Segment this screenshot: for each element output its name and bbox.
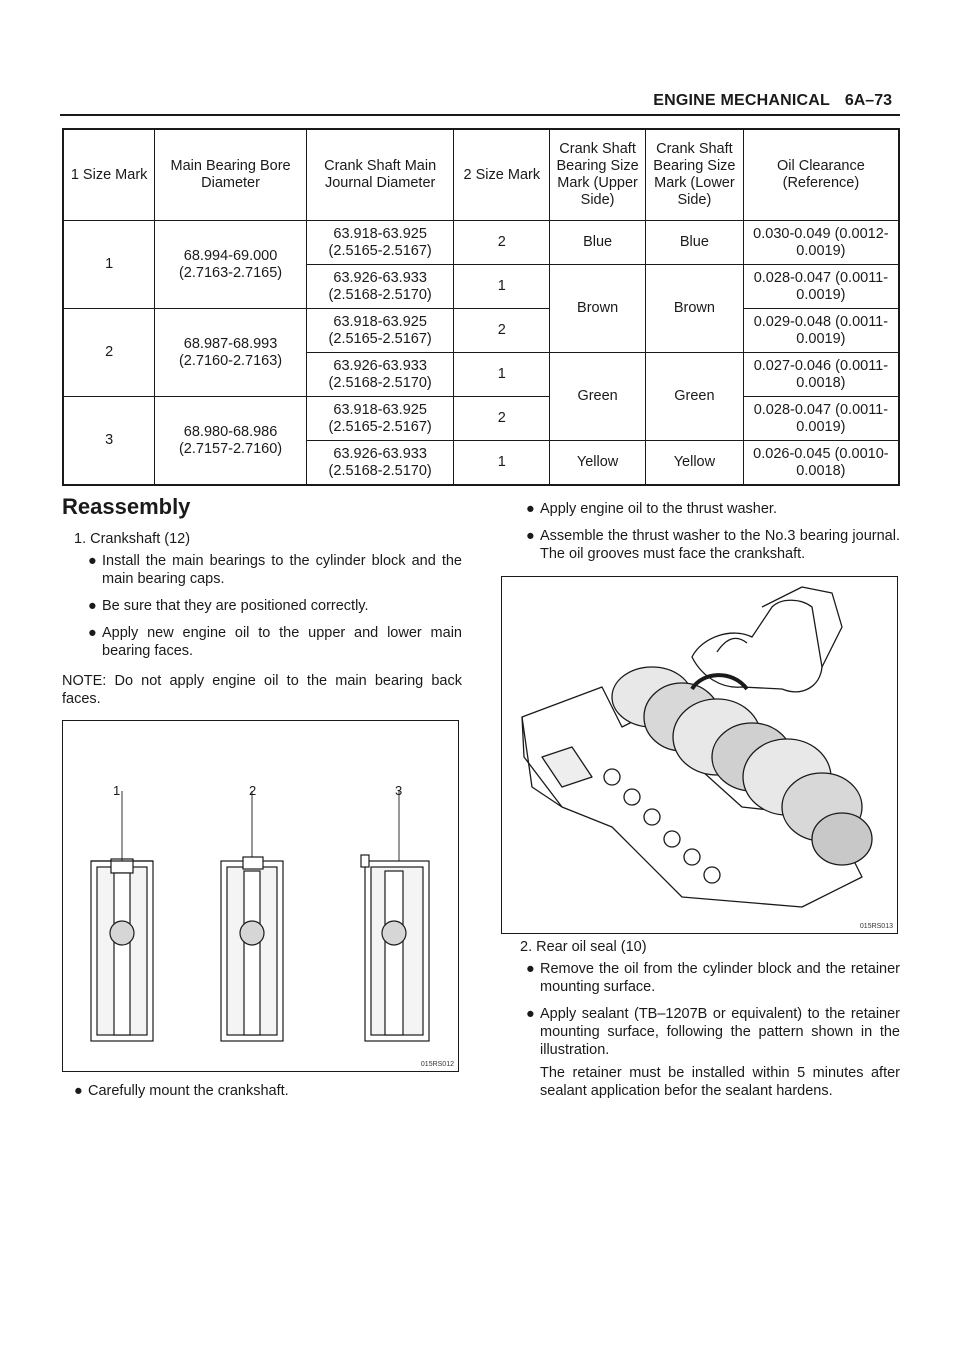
bore-diameter-cell: 68.980-68.986 (2.7157-2.7160) xyxy=(155,397,307,486)
figure-code: 015RS012 xyxy=(420,1061,454,1068)
size-mark2-cell: 2 xyxy=(454,397,550,441)
list-item-text: Assemble the thrust washer to the No.3 bearing journal. The oil grooves must face the crankshaft. xyxy=(540,528,900,562)
list-item-text: Remove the oil from the cylinder block and the retainer mounting surface. xyxy=(540,961,900,995)
list-item xyxy=(526,527,900,563)
list-item xyxy=(526,500,900,518)
lower-mark-cell: Blue xyxy=(646,221,744,265)
page-header xyxy=(0,88,960,116)
note-text: NOTE: Do not apply engine oil to the main bearing back faces. xyxy=(62,673,462,707)
size-mark-cell: 3 xyxy=(63,397,155,486)
bearing-shell-icon xyxy=(91,859,153,1041)
crankshaft-illustration xyxy=(502,577,897,933)
bearing-shell-icon xyxy=(221,857,283,1041)
table-row xyxy=(63,309,899,353)
size-mark2-cell: 2 xyxy=(454,221,550,265)
figure-label: 2 xyxy=(249,783,257,798)
upper-mark-cell: Blue xyxy=(550,221,646,265)
size-mark2-cell: 1 xyxy=(454,265,550,309)
right-column-bottom xyxy=(520,938,900,1109)
clearance-cell: 0.029-0.048 (0.0011-0.0019) xyxy=(743,309,899,353)
list-item xyxy=(74,1082,468,1100)
lower-mark-cell: Green xyxy=(646,353,744,441)
list-item-text: Apply engine oil to the thrust washer. xyxy=(540,501,777,517)
header-cell: Main Bearing Bore Diameter xyxy=(155,129,307,221)
lower-mark-cell: Brown xyxy=(646,265,744,353)
bearing-selection-table xyxy=(62,128,900,486)
list-item xyxy=(526,960,900,996)
list-item xyxy=(526,1005,900,1059)
bullet-icon: ● xyxy=(74,1083,83,1099)
right-column-top xyxy=(520,500,900,572)
journal-diameter-cell: 63.918-63.925 (2.5165-2.5167) xyxy=(306,397,454,441)
table-row xyxy=(63,397,899,441)
header-cell: Oil Clearance (Reference) xyxy=(743,129,899,221)
figure-label: 3 xyxy=(395,783,403,798)
bearings-illustration xyxy=(63,721,458,1071)
list-item xyxy=(88,624,462,660)
list-item-text: Apply sealant (TB–1207B or equivalent) to the retainer mounting surface, following the pattern shown in the illustration. xyxy=(540,1006,900,1058)
lower-mark-cell: Yellow xyxy=(646,441,744,486)
header-cell: Crank Shaft Bearing Size Mark (Upper Side) xyxy=(550,129,646,221)
bullet-icon: ● xyxy=(526,501,535,517)
clearance-cell: 0.027-0.046 (0.0011-0.0018) xyxy=(743,353,899,397)
upper-mark-cell: Brown xyxy=(550,265,646,353)
bullet-icon: ● xyxy=(88,598,97,614)
size-mark2-cell: 2 xyxy=(454,309,550,353)
crankshaft-figure xyxy=(501,576,898,934)
list-item xyxy=(88,597,462,615)
page-number: 6A–73 xyxy=(844,92,892,109)
list-item-text: Install the main bearings to the cylinder block and the main bearing caps. xyxy=(102,553,462,587)
list-item xyxy=(88,552,462,588)
journal-diameter-cell: 63.926-63.933 (2.5168-2.5170) xyxy=(306,265,454,309)
figure-label: 1 xyxy=(113,783,121,798)
bullet-icon: ● xyxy=(88,625,97,641)
list-item-text: Be sure that they are positioned correctly. xyxy=(102,598,369,614)
step-heading: 1. Crankshaft (12) xyxy=(74,531,191,547)
bore-diameter-cell: 68.987-68.993 (2.7160-2.7163) xyxy=(155,309,307,397)
size-mark2-cell: 1 xyxy=(454,441,550,486)
size-mark2-cell: 1 xyxy=(454,353,550,397)
step-heading: 2. Rear oil seal (10) xyxy=(520,939,647,955)
bullet-icon: ● xyxy=(88,553,97,569)
size-mark-cell: 2 xyxy=(63,309,155,397)
clearance-cell: 0.026-0.045 (0.0010-0.0018) xyxy=(743,441,899,486)
header-cell: 2 Size Mark xyxy=(454,129,550,221)
header-cell: Crank Shaft Bearing Size Mark (Lower Side) xyxy=(646,129,744,221)
journal-diameter-cell: 63.918-63.925 (2.5165-2.5167) xyxy=(306,221,454,265)
journal-diameter-cell: 63.926-63.933 (2.5168-2.5170) xyxy=(306,441,454,486)
bearing-shell-icon xyxy=(361,855,429,1041)
table-row xyxy=(63,221,899,265)
header-title: ENGINE MECHANICAL xyxy=(653,92,830,109)
list-item-text: Carefully mount the crankshaft. xyxy=(88,1083,289,1099)
paragraph-text: The retainer must be installed within 5 minutes after sealant application befor the sealant hardens. xyxy=(540,1065,900,1099)
header-cell: 1 Size Mark xyxy=(63,129,155,221)
clearance-cell: 0.028-0.047 (0.0011-0.0019) xyxy=(743,397,899,441)
upper-mark-cell: Green xyxy=(550,353,646,441)
upper-mark-cell: Yellow xyxy=(550,441,646,486)
clearance-cell: 0.030-0.049 (0.0012-0.0019) xyxy=(743,221,899,265)
header-rule xyxy=(60,114,900,116)
size-mark-cell: 1 xyxy=(63,221,155,309)
journal-diameter-cell: 63.926-63.933 (2.5168-2.5170) xyxy=(306,353,454,397)
figure-code: 015RS013 xyxy=(859,923,893,930)
left-column xyxy=(62,494,462,708)
bearings-figure xyxy=(62,720,459,1072)
bullet-icon: ● xyxy=(526,1006,535,1022)
clearance-cell: 0.028-0.047 (0.0011-0.0019) xyxy=(743,265,899,309)
header-cell: Crank Shaft Main Journal Diameter xyxy=(306,129,454,221)
bore-diameter-cell: 68.994-69.000 (2.7163-2.7165) xyxy=(155,221,307,309)
journal-diameter-cell: 63.918-63.925 (2.5165-2.5167) xyxy=(306,309,454,353)
section-title: Reassembly xyxy=(62,494,191,519)
list-item-text: Apply new engine oil to the upper and lower main bearing faces. xyxy=(102,625,462,659)
bullet-icon: ● xyxy=(526,961,535,977)
table-header-row xyxy=(63,129,899,221)
bullet-icon: ● xyxy=(526,528,535,544)
